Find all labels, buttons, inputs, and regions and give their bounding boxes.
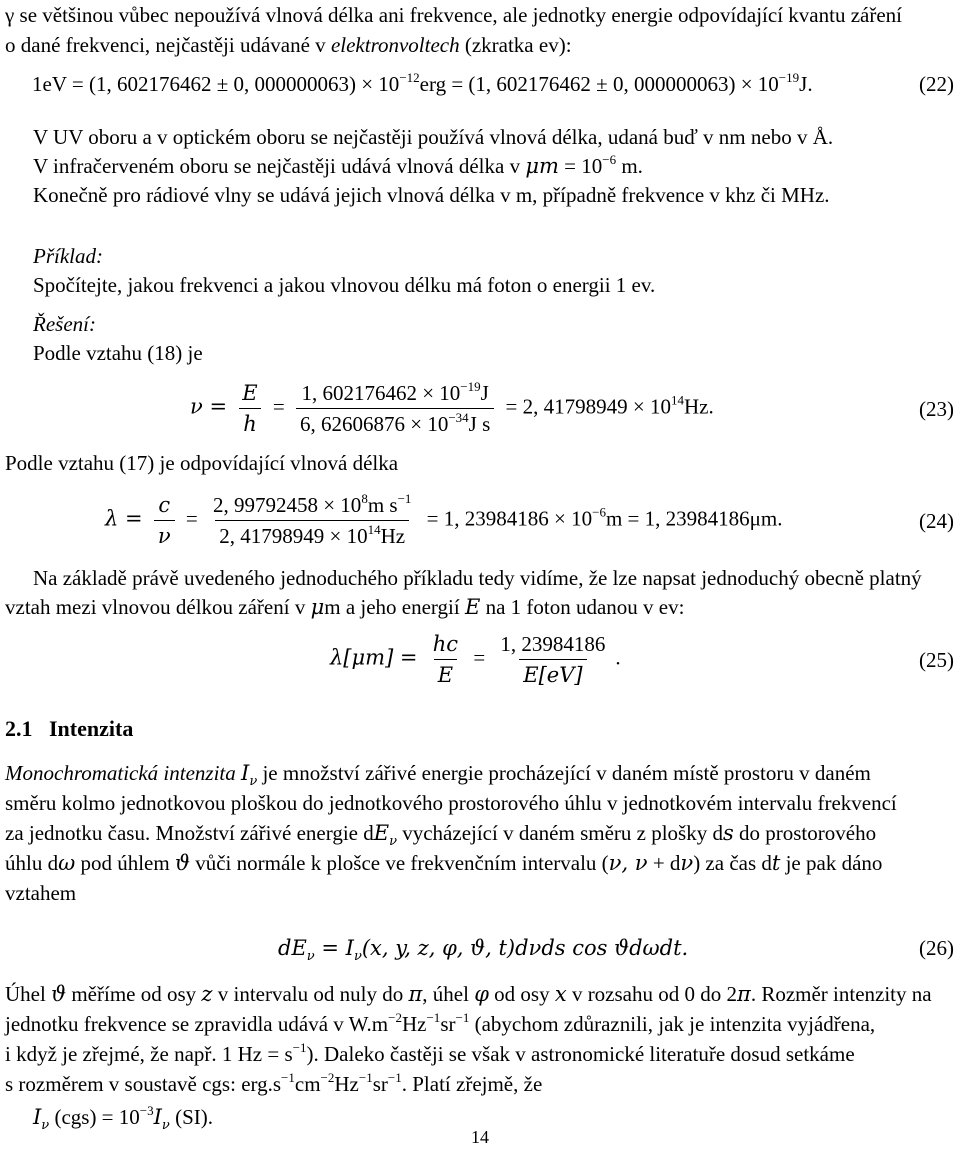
para2-line-2: vztah mezi vlnovou délkou záření v μm a jeho energií E na 1 foton udanou v ev: — [5, 595, 685, 619]
equation-23: ν = $\frac{E}{h}$ = $\frac{1, 602176462 \times 10^{-19}J}{6, 62606876 \times 10^{-34}J s}$ = 2, $41798949 \times 10^{14}Hz$. — [190, 378, 714, 439]
equation-number-22: (22) — [919, 72, 954, 96]
para4-line-1: Úhel ϑ měříme od osy z v intervalu od nuly do π, úhel φ od osy x v rozsahu od 0 do 2π. Rozměr intenzity na — [5, 982, 932, 1006]
cgs-si-relation: $I_\nu$ $(cgs) = 10^{-3}I_\nu$ (SI). — [33, 1103, 213, 1134]
term-electronvolt: elektronvoltech — [330, 33, 460, 57]
solution-intro: Podle vztahu (18) je — [33, 341, 203, 365]
para1-line-3: Konečně pro rádiové vlny se udává jejich vlnová délka v m, případně frekvence v khz či MHz. — [33, 183, 830, 207]
para3-line-3: za jednotku času. Množství zářivé energie $dE_\nu$ vycházející v daném směru z plošky ds do prostorového — [5, 821, 877, 850]
equation-24: λ = $\frac{c}{\nu}$ = $\frac{2, 99792458 \times 10^8m s^{-1}}{2, 41798949 \times 10^{14}Hz}$ = 1, $23984186 \times 10^{-6}m = 1$, 23984186μm. — [105, 490, 782, 551]
fraction-c-over-nu: $\frac{c}{\nu}$ — [154, 490, 175, 551]
para1-line-1: V UV oboru a v optickém oboru se nejčastěji používá vlnová délka, udaná buď v nm nebo v Å. — [33, 125, 834, 149]
section-title: Intenzita — [49, 716, 134, 741]
equation-26: $dE_\nu = I_\nu(x$, y, z, φ, ϑ, t)dνds cos ϑdωdt. — [278, 936, 689, 965]
para3-line-5: vztahem — [5, 881, 77, 905]
para3-line-4: úhlu dω pod úhlem ϑ vůči normále k plošce ve frekvenčním intervalu (ν, ν + dν) za čas dt je pak dáno — [5, 851, 883, 875]
equation-22: 1eV = (1, 602176462 ± 0, $000000063) \times 10^{-12}erg = (1$, 602176462 ± 0, $000000063) \times 10^{-19}J$. — [32, 70, 813, 96]
section-number: 2.1 — [5, 716, 33, 741]
para4-line-3: i když je zřejmé, že např. 1 $Hz = s^{-1}$). Daleko častěji se však v astronomické literatuře dosud setkáme — [5, 1040, 855, 1066]
intro-line-1: γ se většinou vůbec nepoužívá vlnová délka ani frekvence, ale jednotky energie odpovídající kvantu záření — [5, 3, 902, 27]
equation-number-24: (24) — [919, 509, 954, 533]
fraction-speed-over-frequency: $\frac{2, 99792458 \times 10^8m s^{-1}}{2, 41798949 \times 10^{14}Hz}$ — [209, 490, 415, 551]
fraction-hc-over-E: $\frac{hc}{E}$ — [429, 629, 462, 690]
fraction-energy-over-planck: $\frac{1, 602176462 \times 10^{-19}J}{6, 62606876 \times 10^{-34}J s}$ — [296, 378, 494, 439]
para4-line-2: jednotku frekvence se zpravidla udává v $W.m^{-2}Hz^{-1}sr^{-1}$ (abychom zdůraznili, jak je intenzita vyjádřena, — [5, 1010, 876, 1036]
equation-number-26: (26) — [919, 936, 954, 960]
equation-number-25: (25) — [919, 648, 954, 672]
solution-label: Řešení: — [33, 312, 96, 336]
fraction-constant-over-energy: $\frac{1, 23984186}{E[eV]}$ — [496, 629, 609, 690]
section-heading — [5, 714, 133, 744]
example-label: Příklad: — [33, 244, 103, 268]
equation-number-23: (23) — [919, 397, 954, 421]
para3-line-1: Monochromatická intenzita $I_\nu$ je množství zářivé energie procházející v daném místě prostoru v daném — [5, 761, 871, 790]
para3-line-2: směru kolmo jednotkovou ploškou do jednotkového prostorového úhlu v jednotkovém intervalu frekvencí — [5, 791, 897, 815]
intro-line-2: o dané frekvenci, nejčastěji udávané v elektronvoltech (zkratka ev): — [5, 33, 572, 57]
para1-line-2: V infračerveném oboru se nejčastěji udává vlnová délka v $\mu m = 10^{-6}$ m. — [33, 152, 643, 178]
example-task: Spočítejte, jakou frekvenci a jakou vlnovou délku má foton o energii 1 ev. — [33, 273, 656, 297]
para4-line-4: s rozměrem v soustavě cgs: $erg.s^{-1}cm^{-2}Hz^{-1}sr^{-1}$. Platí zřejmě, že — [5, 1070, 543, 1096]
fraction-E-over-h: $\frac{E}{h}$ — [238, 378, 261, 439]
para2-line-1: Na základě právě uvedeného jednoduchého příkladu tedy vidíme, že lze napsat jednoduchý obecně platný — [33, 566, 922, 590]
equation-25: λ[μm] = $\frac{hc}{E}$ = $\frac{1, 23984186}{E[eV]}$ . — [330, 629, 621, 690]
page-number: 14 — [471, 1127, 489, 1147]
between-text: Podle vztahu (17) je odpovídající vlnová délka — [5, 451, 399, 475]
